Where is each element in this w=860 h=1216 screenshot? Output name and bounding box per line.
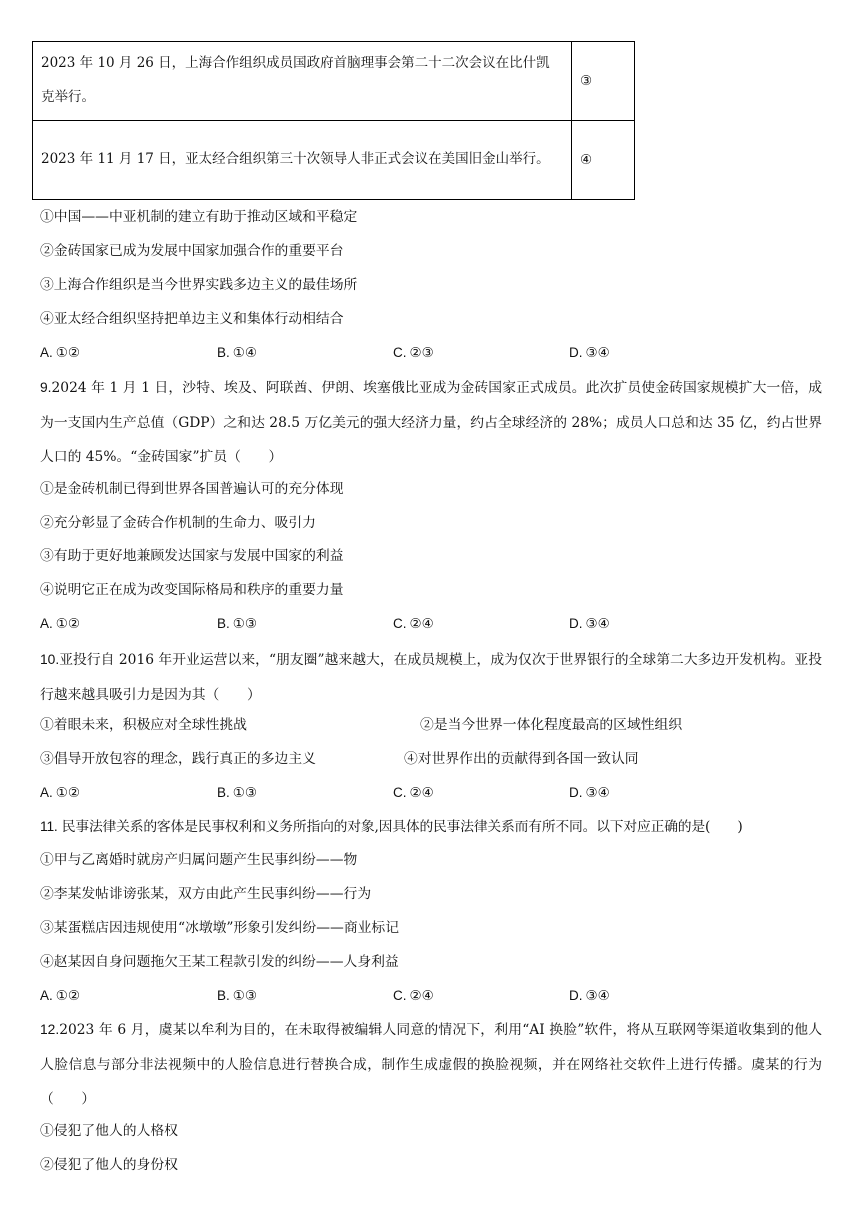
option-a[interactable]: A. ①② bbox=[40, 345, 80, 360]
option-c[interactable]: C. ②④ bbox=[393, 988, 434, 1003]
q11-statement-2: ②李某发帖诽谤张某，双方由此产生民事纠纷——行为 bbox=[40, 886, 372, 902]
option-a[interactable]: A. ①② bbox=[40, 785, 80, 800]
option-b[interactable]: B. ①③ bbox=[217, 616, 257, 631]
event-description: 2023 年 11 月 17 日，亚太经合组织第三十次领导人非正式会议在美国旧金山举行。 bbox=[33, 121, 572, 200]
q8-statement-3: ③上海合作组织是当今世界实践多边主义的最佳场所 bbox=[40, 277, 358, 293]
q8-statement-1: ①中国——中亚机制的建立有助于推动区域和平稳定 bbox=[40, 209, 358, 225]
question-number: 11. bbox=[40, 819, 58, 834]
q10-options bbox=[40, 783, 820, 803]
option-d[interactable]: D. ③④ bbox=[569, 345, 610, 360]
option-d[interactable]: D. ③④ bbox=[569, 616, 610, 631]
option-c[interactable]: C. ②④ bbox=[393, 616, 434, 631]
q10-statement-4: ④对世界作出的贡献得到各国一致认同 bbox=[404, 751, 639, 767]
q9-options bbox=[40, 614, 820, 634]
option-c[interactable]: C. ②③ bbox=[393, 345, 434, 360]
events-table bbox=[32, 41, 635, 200]
q12-stem: 12.2023 年 6 月，虞某以牟利为目的，在未取得被编辑人同意的情况下，利用“AI 换脸”软件，将从互联网等渠道收集到的他人人脸信息与部分非法视频中的人脸信息进行替换合成，制作生成虚假的换脸视频，并在网络社交软件上进行传播。虞某的行为（ ） bbox=[40, 1022, 822, 1107]
q11-stem: 11. 民事法律关系的客体是民事权利和义务所指向的对象,因具体的民事法律关系而有所不同。以下对应正确的是( ) bbox=[40, 819, 743, 835]
q10-stem: 10.亚投行自 2016 年开业运营以来，“朋友圈”越来越大，在成员规模上，成为仅次于世界银行的全球第二大多边开发机构。亚投行越来越具吸引力是因为其（ ） bbox=[40, 652, 822, 703]
q9-stem: 9.2024 年 1 月 1 日，沙特、埃及、阿联酋、伊朗、埃塞俄比亚成为金砖国家正式成员。此次扩员使金砖国家规模扩大一倍，成为一支国内生产总值（GDP）之和达 28.5 万亿美元的强大经济力量，约占全球经济的 28%；成员人口总和达 35 亿，约占世界人口的 45%。“金砖国家”扩员（ ） bbox=[40, 380, 822, 465]
option-c[interactable]: C. ②④ bbox=[393, 785, 434, 800]
q9-statement-4: ④说明它正在成为改变国际格局和秩序的重要力量 bbox=[40, 582, 344, 598]
event-description: 2023 年 10 月 26 日，上海合作组织成员国政府首脑理事会第二十二次会议在比什凯克举行。 bbox=[33, 42, 572, 121]
option-a[interactable]: A. ①② bbox=[40, 988, 80, 1003]
option-b[interactable]: B. ①④ bbox=[217, 345, 257, 360]
q8-options bbox=[40, 343, 820, 363]
q11-statement-4: ④赵某因自身问题拖欠王某工程款引发的纠纷——人身利益 bbox=[40, 954, 399, 970]
table-row bbox=[33, 121, 635, 200]
q11-statement-3: ③某蛋糕店因违规使用“冰墩墩”形象引发纠纷——商业标记 bbox=[40, 920, 400, 936]
option-d[interactable]: D. ③④ bbox=[569, 988, 610, 1003]
q9-statement-3: ③有助于更好地兼顾发达国家与发展中国家的利益 bbox=[40, 548, 344, 564]
question-number: 10. bbox=[40, 652, 60, 667]
q10-statement-3: ③倡导开放包容的理念，践行真正的多边主义 bbox=[40, 751, 316, 767]
question-number: 9. bbox=[40, 380, 52, 395]
q9-statement-1: ①是金砖机制已得到世界各国普遍认可的充分体现 bbox=[40, 481, 344, 497]
table-row bbox=[33, 42, 635, 121]
q10-statement-1: ①着眼未来，积极应对全球性挑战 bbox=[40, 717, 247, 733]
q12-statement-2: ②侵犯了他人的身份权 bbox=[40, 1157, 178, 1173]
event-mark: ④ bbox=[572, 121, 635, 200]
option-b[interactable]: B. ①③ bbox=[217, 988, 257, 1003]
option-d[interactable]: D. ③④ bbox=[569, 785, 610, 800]
q11-options bbox=[40, 986, 820, 1006]
q9-statement-2: ②充分彰显了金砖合作机制的生命力、吸引力 bbox=[40, 515, 316, 531]
q12-statement-1: ①侵犯了他人的人格权 bbox=[40, 1123, 178, 1139]
q8-statement-4: ④亚太经合组织坚持把单边主义和集体行动相结合 bbox=[40, 311, 344, 327]
q11-statement-1: ①甲与乙离婚时就房产归属问题产生民事纠纷——物 bbox=[40, 852, 358, 868]
option-b[interactable]: B. ①③ bbox=[217, 785, 257, 800]
q10-statement-2: ②是当今世界一体化程度最高的区域性组织 bbox=[420, 717, 683, 733]
event-mark: ③ bbox=[572, 42, 635, 121]
q8-statement-2: ②金砖国家已成为发展中国家加强合作的重要平台 bbox=[40, 243, 344, 259]
question-number: 12. bbox=[40, 1022, 60, 1037]
option-a[interactable]: A. ①② bbox=[40, 616, 80, 631]
